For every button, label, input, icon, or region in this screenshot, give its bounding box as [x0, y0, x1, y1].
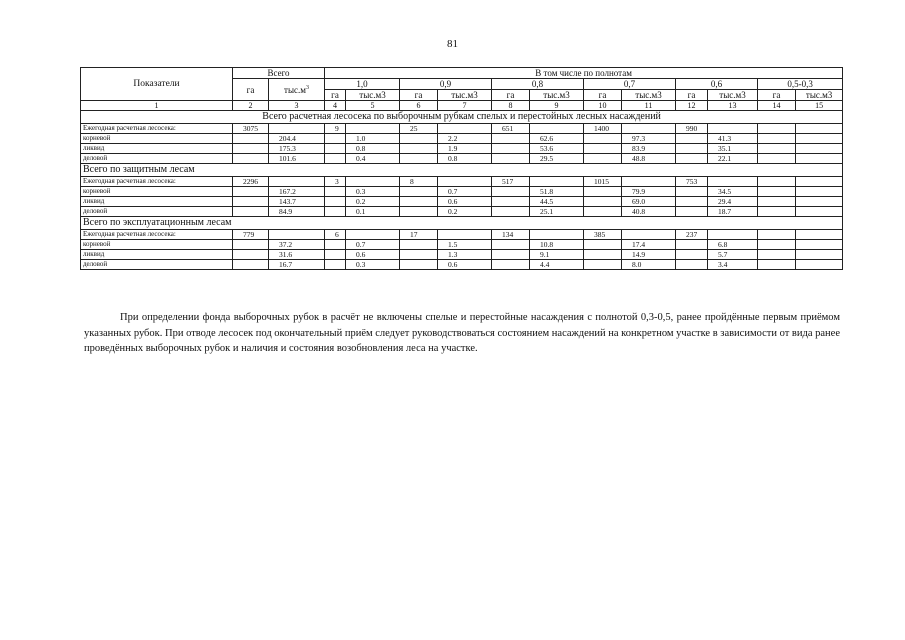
table-cell: 1.9 [438, 144, 492, 154]
table-row [81, 124, 843, 134]
table-cell: 17 [400, 230, 438, 240]
table-cell: 34.5 [708, 187, 758, 197]
table-cell: 53.6 [530, 144, 584, 154]
table-cell: 101.6 [269, 154, 325, 164]
indicators-header: Показатели [81, 68, 233, 101]
table-cell [492, 240, 530, 250]
section-title: Всего по эксплуатационным лесам [81, 217, 843, 230]
table-row [81, 144, 843, 154]
table-cell [758, 240, 796, 250]
table-cell: 0.4 [346, 154, 400, 164]
table-cell [400, 260, 438, 270]
table-cell: 6 [325, 230, 346, 240]
table-cell [233, 260, 269, 270]
table-row [81, 230, 843, 240]
table-cell: 0.2 [346, 197, 400, 207]
unit-volume-header: тыс.м3 [708, 90, 758, 101]
table-cell [676, 240, 708, 250]
unit-ha-header: га [676, 90, 708, 101]
table-cell [708, 230, 758, 240]
table-cell [622, 230, 676, 240]
unit-ha-header: га [584, 90, 622, 101]
table-header [81, 68, 843, 111]
table-cell: 48.8 [622, 154, 676, 164]
table-cell: 1400 [584, 124, 622, 134]
table-cell: 25 [400, 124, 438, 134]
unit-volume-header: тыс.м3 [622, 90, 676, 101]
table-cell [400, 207, 438, 217]
row-label: деловой [81, 154, 233, 164]
table-cell [676, 187, 708, 197]
density-header: 0,8 [492, 79, 584, 90]
table-cell [233, 154, 269, 164]
table-cell: 44.5 [530, 197, 584, 207]
table-cell [269, 124, 325, 134]
total-header: Всего [233, 68, 325, 79]
table-cell [622, 177, 676, 187]
table-cell [492, 250, 530, 260]
table-cell [325, 187, 346, 197]
table-cell [758, 197, 796, 207]
section-title-row [81, 164, 843, 177]
total-ha-header: га [233, 79, 269, 101]
table-cell: 37.2 [269, 240, 325, 250]
table-cell [796, 144, 843, 154]
table-cell [438, 177, 492, 187]
table-row [81, 134, 843, 144]
table-cell [796, 207, 843, 217]
table-cell [796, 187, 843, 197]
table-cell [325, 144, 346, 154]
table-cell: 0.7 [346, 240, 400, 250]
table-cell: 1.3 [438, 250, 492, 260]
density-header: 0,9 [400, 79, 492, 90]
table-cell [530, 177, 584, 187]
table-cell [400, 240, 438, 250]
table-cell [584, 187, 622, 197]
table-cell [758, 134, 796, 144]
table-cell [325, 260, 346, 270]
table-cell [676, 207, 708, 217]
table-cell [796, 197, 843, 207]
table-cell [796, 124, 843, 134]
column-number: 3 [269, 101, 325, 111]
table-cell: 40.8 [622, 207, 676, 217]
table-cell: 1.0 [346, 134, 400, 144]
column-number: 6 [400, 101, 438, 111]
table-cell: 10.8 [530, 240, 584, 250]
page-number: 81 [447, 38, 458, 50]
table-cell [796, 250, 843, 260]
table-cell [492, 134, 530, 144]
table-cell [584, 260, 622, 270]
table-cell [325, 240, 346, 250]
table-cell [325, 197, 346, 207]
row-label: деловой [81, 207, 233, 217]
table-cell [796, 260, 843, 270]
table-cell: 16.7 [269, 260, 325, 270]
table-cell: 22.1 [708, 154, 758, 164]
column-number: 12 [676, 101, 708, 111]
table-cell: 0.6 [346, 250, 400, 260]
forest-table [80, 67, 843, 270]
table-cell: 35.1 [708, 144, 758, 154]
table-cell [233, 144, 269, 154]
table-cell [492, 187, 530, 197]
table-row [81, 177, 843, 187]
column-number: 9 [530, 101, 584, 111]
table-cell [233, 207, 269, 217]
table-cell [758, 144, 796, 154]
table-cell: 97.3 [622, 134, 676, 144]
table-cell [233, 240, 269, 250]
table-cell: 5.7 [708, 250, 758, 260]
table-cell: 0.3 [346, 260, 400, 270]
table-cell: 3 [325, 177, 346, 187]
table-cell [708, 177, 758, 187]
table-row [81, 207, 843, 217]
table-cell [758, 260, 796, 270]
table-cell [676, 134, 708, 144]
column-number: 4 [325, 101, 346, 111]
column-number: 13 [708, 101, 758, 111]
density-header: 0,7 [584, 79, 676, 90]
table-cell: 3.4 [708, 260, 758, 270]
table-cell: 69.0 [622, 197, 676, 207]
table-cell: 990 [676, 124, 708, 134]
column-number: 10 [584, 101, 622, 111]
table-cell [796, 240, 843, 250]
table-cell [584, 250, 622, 260]
table-cell [400, 187, 438, 197]
table-cell [400, 154, 438, 164]
density-header: 1,0 [325, 79, 400, 90]
table-cell [758, 177, 796, 187]
table-cell: 29.4 [708, 197, 758, 207]
table-cell: 0.6 [438, 260, 492, 270]
row-label: корневой [81, 187, 233, 197]
total-volume-header: $тыс.м^3$ [269, 79, 325, 101]
table-cell [584, 207, 622, 217]
table-cell [758, 250, 796, 260]
table-cell [676, 250, 708, 260]
footnote-paragraph: При определении фонда выборочных рубок в расчёт не включены спелые и перестойные насаждения с полнотой 0,3-0,5, ранее пройдённые первым приёмом указанных рубок. При отводе лесосек под окончательный приём следует руководствоваться состоянием насаждений на конкретном участке в зависимости от вида ранее проведённых выборочных рубок и наличия и состояния возобновления леса на участке. [84, 312, 840, 354]
column-number-row [81, 101, 843, 111]
table-cell: 0.2 [438, 207, 492, 217]
table-cell [584, 144, 622, 154]
table-cell [400, 134, 438, 144]
row-label: Ежегодная расчетная лесосека: [81, 177, 233, 187]
unit-ha-header: га [492, 90, 530, 101]
table-cell [438, 124, 492, 134]
table-cell: 51.8 [530, 187, 584, 197]
table-cell: 9 [325, 124, 346, 134]
table-cell: 143.7 [269, 197, 325, 207]
row-label: корневой [81, 134, 233, 144]
table-cell [530, 124, 584, 134]
table-cell [676, 197, 708, 207]
table-cell [676, 260, 708, 270]
table-cell: 517 [492, 177, 530, 187]
table-cell: 41.3 [708, 134, 758, 144]
table-cell: 0.3 [346, 187, 400, 197]
table-cell: 134 [492, 230, 530, 240]
table-cell [758, 207, 796, 217]
table-cell [708, 124, 758, 134]
unit-ha-header: га [325, 90, 346, 101]
column-number: 1 [81, 101, 233, 111]
table-cell [233, 187, 269, 197]
table-cell: 2.2 [438, 134, 492, 144]
table-cell: 0.1 [346, 207, 400, 217]
table-cell: 175.3 [269, 144, 325, 154]
table-cell [233, 197, 269, 207]
table-row [81, 240, 843, 250]
unit-ha-header: га [758, 90, 796, 101]
table-cell [676, 144, 708, 154]
column-number: 14 [758, 101, 796, 111]
table-cell: 6.8 [708, 240, 758, 250]
table-cell: 0.7 [438, 187, 492, 197]
row-label: корневой [81, 240, 233, 250]
table-cell [233, 134, 269, 144]
table-cell [400, 250, 438, 260]
table-cell: 651 [492, 124, 530, 134]
table-cell [325, 154, 346, 164]
table-cell [346, 124, 400, 134]
table-cell: 0.8 [346, 144, 400, 154]
table-cell [758, 230, 796, 240]
table-cell [400, 144, 438, 154]
table-cell [584, 154, 622, 164]
unit-volume-header: тыс.м3 [796, 90, 843, 101]
table-cell [796, 177, 843, 187]
row-label: Ежегодная расчетная лесосека: [81, 230, 233, 240]
table-cell [796, 230, 843, 240]
table-cell: 79.9 [622, 187, 676, 197]
table-cell: 0.8 [438, 154, 492, 164]
table-cell [758, 124, 796, 134]
unit-volume-header: тыс.м3 [346, 90, 400, 101]
table-cell: 0.6 [438, 197, 492, 207]
column-number: 5 [346, 101, 400, 111]
table-cell [325, 134, 346, 144]
column-number: 2 [233, 101, 269, 111]
table-cell: 779 [233, 230, 269, 240]
table-cell: 29.5 [530, 154, 584, 164]
column-number: 15 [796, 101, 843, 111]
table-row [81, 154, 843, 164]
table-cell: 31.6 [269, 250, 325, 260]
table-cell [346, 230, 400, 240]
row-label: ликвид [81, 197, 233, 207]
table-cell [530, 230, 584, 240]
density-header: 0,5-0,3 [758, 79, 843, 90]
table-cell [492, 197, 530, 207]
table-cell [492, 207, 530, 217]
table-cell: 9.1 [530, 250, 584, 260]
table-cell [325, 207, 346, 217]
unit-ha-header: га [400, 90, 438, 101]
table-cell [400, 197, 438, 207]
table-cell: 1.5 [438, 240, 492, 250]
table-cell: 17.4 [622, 240, 676, 250]
table-cell: 83.9 [622, 144, 676, 154]
section-title: Всего по защитным лесам [81, 164, 843, 177]
forest-table-container [80, 67, 842, 270]
section-title-row [81, 111, 843, 124]
row-label: ликвид [81, 250, 233, 260]
table-cell [325, 250, 346, 260]
table-cell [438, 230, 492, 240]
section-title: Всего расчетная лесосека по выборочным рубкам спелых и перестойных лесных насаждений [81, 111, 843, 124]
table-cell [584, 197, 622, 207]
table-cell: 385 [584, 230, 622, 240]
column-number: 8 [492, 101, 530, 111]
density-header: 0,6 [676, 79, 758, 90]
table-cell [796, 134, 843, 144]
table-cell [758, 154, 796, 164]
table-row [81, 250, 843, 260]
table-cell [233, 250, 269, 260]
section-title-row [81, 217, 843, 230]
table-cell [676, 154, 708, 164]
table-cell [269, 177, 325, 187]
row-label: Ежегодная расчетная лесосека: [81, 124, 233, 134]
table-cell [269, 230, 325, 240]
table-cell [584, 134, 622, 144]
table-row [81, 187, 843, 197]
table-cell: 18.7 [708, 207, 758, 217]
including-header: В том числе по полнотам [325, 68, 843, 79]
table-cell [346, 177, 400, 187]
row-label: ликвид [81, 144, 233, 154]
table-cell: 3075 [233, 124, 269, 134]
table-cell [796, 154, 843, 164]
table-cell: 1015 [584, 177, 622, 187]
table-cell: 8.0 [622, 260, 676, 270]
table-cell: 62.6 [530, 134, 584, 144]
table-cell: 25.1 [530, 207, 584, 217]
table-cell: 204.4 [269, 134, 325, 144]
table-cell: 84.9 [269, 207, 325, 217]
row-label: деловой [81, 260, 233, 270]
table-cell: 237 [676, 230, 708, 240]
table-row [81, 260, 843, 270]
column-number: 11 [622, 101, 676, 111]
table-cell [584, 240, 622, 250]
table-cell: 14.9 [622, 250, 676, 260]
table-cell: 4.4 [530, 260, 584, 270]
column-number: 7 [438, 101, 492, 111]
table-cell [492, 154, 530, 164]
table-cell: 167.2 [269, 187, 325, 197]
table-cell: 2296 [233, 177, 269, 187]
table-cell [492, 144, 530, 154]
table-body [81, 111, 843, 270]
table-cell: 753 [676, 177, 708, 187]
table-cell: 8 [400, 177, 438, 187]
unit-volume-header: тыс.м3 [438, 90, 492, 101]
table-cell [492, 260, 530, 270]
table-row [81, 197, 843, 207]
table-cell [622, 124, 676, 134]
unit-volume-header: тыс.м3 [530, 90, 584, 101]
table-cell [758, 187, 796, 197]
